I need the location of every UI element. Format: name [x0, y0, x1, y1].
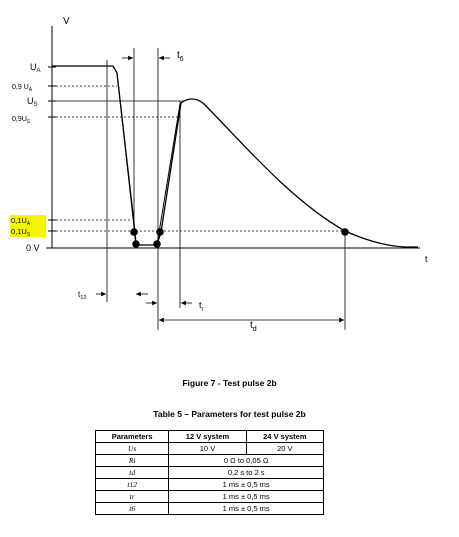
figure-caption: Figure 7 - Test pulse 2b — [182, 378, 277, 388]
label-td: $t_d$ — [250, 320, 257, 333]
param-td: td — [96, 467, 169, 479]
param-tr: tr — [96, 491, 169, 503]
value-t12: 1 ms ± 0,5 ms — [169, 479, 324, 491]
table-row — [96, 455, 324, 467]
table-header-row — [96, 431, 324, 443]
table-caption: Table 5 – Parameters for test pulse 2b — [153, 409, 306, 419]
parameters-table — [95, 430, 324, 515]
table-row — [96, 443, 324, 455]
table-row — [96, 491, 324, 503]
header-12v: 12 V system — [169, 431, 246, 443]
label-tr: $t_r$ — [199, 300, 204, 313]
table-row — [96, 479, 324, 491]
label-us: $U_S$ — [27, 96, 38, 108]
value-24v: 20 V — [246, 443, 323, 455]
param-us: Us — [96, 443, 169, 455]
table-row — [96, 503, 324, 515]
param-t12: t12 — [96, 479, 169, 491]
value-td: 0,2 s to 2 s — [169, 467, 324, 479]
table-row — [96, 467, 324, 479]
label-ua10: $0,1U_A$ — [11, 216, 31, 227]
dot-rise-0 — [153, 240, 161, 248]
pulse-decay — [181, 99, 418, 247]
pulse-fall-inner — [117, 73, 136, 245]
label-ua: $U_A$ — [30, 62, 41, 74]
param-t6: t6 — [96, 503, 169, 515]
label-us10: $0,1U_S$ — [11, 227, 31, 238]
dot-fall-0 — [132, 240, 140, 248]
label-us90: $0,9U_S$ — [12, 116, 31, 125]
label-zero: 0 V — [26, 243, 40, 253]
label-t6: $t_6$ — [177, 50, 184, 63]
value-t6: 1 ms ± 0,5 ms — [169, 503, 324, 515]
dot-decay-10 — [341, 228, 349, 236]
pulse-rise-inner — [157, 104, 180, 245]
header-parameters: Parameters — [96, 431, 169, 443]
dot-rise-10 — [156, 228, 164, 236]
x-axis-label: t — [425, 254, 428, 264]
label-t12: $t_{12}$ — [78, 290, 87, 301]
param-ri: Ri — [96, 455, 169, 467]
label-ua90: 0,9 $U_A$ — [12, 84, 33, 93]
value-ri: 0 Ω to 0,05 Ω — [169, 455, 324, 467]
value-12v: 10 V — [169, 443, 246, 455]
y-axis-label: V — [63, 16, 70, 27]
value-tr: 1 ms ± 0,5 ms — [169, 491, 324, 503]
header-24v: 24 V system — [246, 431, 323, 443]
dot-fall-10 — [130, 228, 138, 236]
